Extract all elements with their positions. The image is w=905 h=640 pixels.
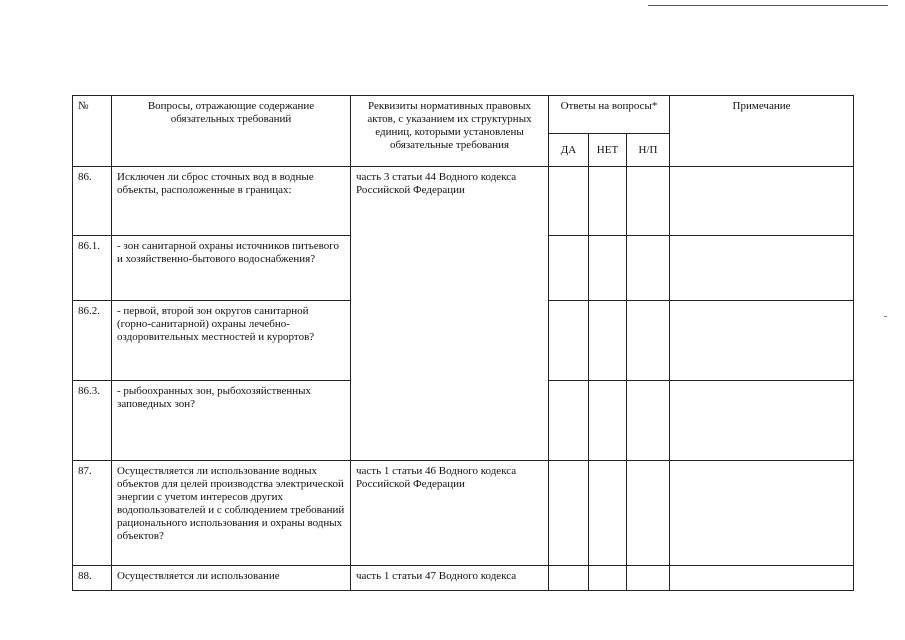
row-question: - рыбоохранных зон, рыбохозяйственных заповедных зон? [112,381,351,461]
note-cell[interactable] [670,381,854,461]
row-number: 86.3. [73,381,112,461]
margin-mark [884,316,887,317]
header-yes: ДА [549,134,589,167]
table-row [73,167,854,236]
row-number: 88. [73,566,112,591]
answer-yes-cell[interactable] [549,461,589,566]
answer-na-cell[interactable] [627,381,670,461]
row-requisite: часть 1 статьи 46 Водного кодекса Российской Федерации [351,461,549,566]
note-cell[interactable] [670,167,854,236]
row-question: Осуществляется ли использование [112,566,351,591]
row-question: - первой, второй зон округов санитарной (горно-санитарной) охраны лечебно-оздоровительных местностей и курортов? [112,301,351,381]
header-answers: Ответы на вопросы* [549,96,670,134]
table-row [73,461,854,566]
note-cell[interactable] [670,236,854,301]
answer-no-cell[interactable] [589,381,627,461]
answer-yes-cell[interactable] [549,301,589,381]
answer-na-cell[interactable] [627,461,670,566]
header-requisites: Реквизиты нормативных правовых актов, с указанием их структурных единиц, которыми установлены обязательные требования [351,96,549,167]
note-cell[interactable] [670,566,854,591]
header-questions: Вопросы, отражающие содержание обязательных требований [112,96,351,167]
row-number: 86.1. [73,236,112,301]
answer-no-cell[interactable] [589,301,627,381]
answer-no-cell[interactable] [589,461,627,566]
row-question: Исключен ли сброс сточных вод в водные объекты, расположенные в границах: [112,167,351,236]
answer-yes-cell[interactable] [549,236,589,301]
note-cell[interactable] [670,301,854,381]
answer-no-cell[interactable] [589,236,627,301]
answer-na-cell[interactable] [627,167,670,236]
answer-na-cell[interactable] [627,301,670,381]
header-no: НЕТ [589,134,627,167]
answer-no-cell[interactable] [589,167,627,236]
note-cell[interactable] [670,461,854,566]
answer-na-cell[interactable] [627,236,670,301]
requirements-checklist-table [72,95,854,591]
row-number: 87. [73,461,112,566]
answer-na-cell[interactable] [627,566,670,591]
answer-yes-cell[interactable] [549,167,589,236]
answer-yes-cell[interactable] [549,381,589,461]
row-requisite: часть 1 статьи 47 Водного кодекса [351,566,549,591]
top-rule [648,5,888,6]
row-requisite: часть 3 статьи 44 Водного кодекса Российской Федерации [351,167,549,461]
row-question: Осуществляется ли использование водных объектов для целей производства электрической энергии с учетом интересов других водопользователей и с соблюдением требований рационального использования и охраны водных объектов? [112,461,351,566]
header-number: № [73,96,112,167]
answer-yes-cell[interactable] [549,566,589,591]
header-na: Н/П [627,134,670,167]
answer-no-cell[interactable] [589,566,627,591]
row-number: 86. [73,167,112,236]
row-question: - зон санитарной охраны источников питьевого и хозяйственно-бытового водоснабжения? [112,236,351,301]
table-row [73,566,854,591]
row-number: 86.2. [73,301,112,381]
header-note: Примечание [670,96,854,167]
